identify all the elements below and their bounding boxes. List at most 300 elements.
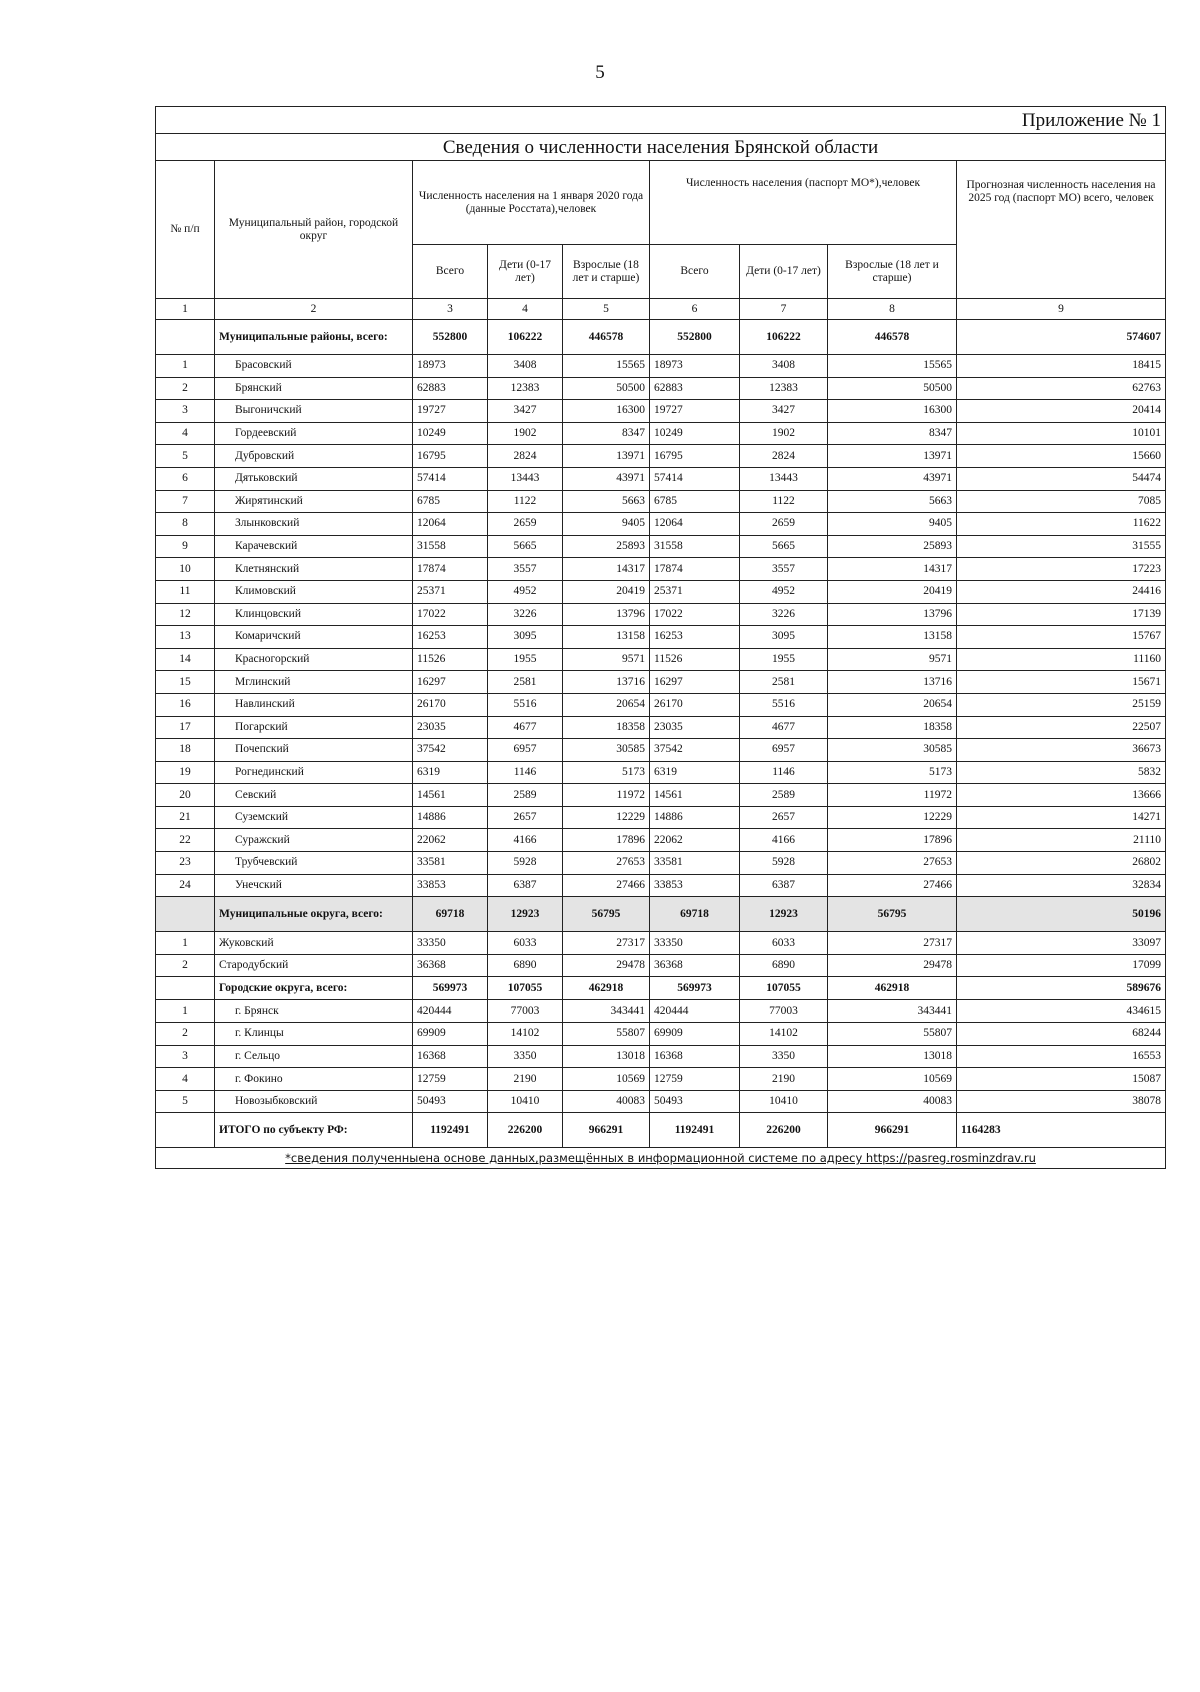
row-number: 23 [156, 852, 215, 875]
population-value: 16300 [563, 400, 650, 423]
table-title: Сведения о численности населения Брянской области [156, 134, 1166, 161]
district-name: Мглинский [215, 671, 413, 694]
table-row [156, 829, 1166, 852]
population-value: 6785 [413, 490, 488, 513]
section-value: 106222 [488, 320, 563, 355]
population-value: 2581 [488, 671, 563, 694]
table-row [156, 852, 1166, 875]
population-value: 10101 [957, 422, 1166, 445]
row-number: 13 [156, 626, 215, 649]
row-number: 24 [156, 874, 215, 897]
population-value: 10569 [828, 1068, 957, 1091]
population-value: 434615 [957, 1000, 1166, 1023]
population-value: 54474 [957, 467, 1166, 490]
section-title: Муниципальные округа, всего: [215, 897, 413, 932]
district-name: Унечский [215, 874, 413, 897]
population-value: 4166 [488, 829, 563, 852]
section-value: 50196 [957, 897, 1166, 932]
row-number: 12 [156, 603, 215, 626]
population-value: 50493 [650, 1090, 740, 1113]
population-value: 27653 [563, 852, 650, 875]
district-name: г. Клинцы [215, 1023, 413, 1046]
population-value: 12229 [563, 806, 650, 829]
population-value: 77003 [740, 1000, 828, 1023]
population-value: 6785 [650, 490, 740, 513]
population-value: 62883 [650, 377, 740, 400]
row-number [156, 320, 215, 355]
population-value: 12383 [740, 377, 828, 400]
population-value: 33097 [957, 932, 1166, 955]
district-name: Навлинский [215, 693, 413, 716]
section-value: 69718 [413, 897, 488, 932]
population-value: 13158 [563, 626, 650, 649]
population-value: 5928 [740, 852, 828, 875]
grand-total-value: 226200 [488, 1113, 563, 1148]
row-number: 1 [156, 1000, 215, 1023]
population-value: 16300 [828, 400, 957, 423]
column-number: 6 [650, 299, 740, 320]
district-name: Почепский [215, 739, 413, 762]
population-value: 14271 [957, 806, 1166, 829]
population-value: 3350 [488, 1045, 563, 1068]
population-value: 38078 [957, 1090, 1166, 1113]
district-name: Севский [215, 784, 413, 807]
population-table-sheet [155, 106, 1165, 1169]
population-value: 13158 [828, 626, 957, 649]
population-value: 5663 [828, 490, 957, 513]
population-value: 17896 [828, 829, 957, 852]
population-value: 25893 [828, 535, 957, 558]
population-value: 5665 [740, 535, 828, 558]
population-value: 23035 [413, 716, 488, 739]
district-name: Стародубский [215, 954, 413, 977]
population-value: 420444 [413, 1000, 488, 1023]
section-total-row [156, 977, 1166, 1000]
population-value: 2190 [488, 1068, 563, 1091]
population-value: 9571 [563, 648, 650, 671]
population-value: 77003 [488, 1000, 563, 1023]
population-value: 20419 [563, 580, 650, 603]
grand-total-value: 1192491 [650, 1113, 740, 1148]
population-value: 13443 [488, 467, 563, 490]
header-num: № п/п [156, 161, 215, 299]
header-adults-passport: Взрослые (18 лет и старше) [828, 245, 957, 299]
population-value: 27317 [563, 932, 650, 955]
population-value: 13971 [563, 445, 650, 468]
footnote-row [156, 1148, 1166, 1169]
district-name: Клетнянский [215, 558, 413, 581]
population-value: 16297 [650, 671, 740, 694]
population-value: 13716 [828, 671, 957, 694]
population-value: 6033 [488, 932, 563, 955]
population-value: 13666 [957, 784, 1166, 807]
section-value: 589676 [957, 977, 1166, 1000]
population-value: 17223 [957, 558, 1166, 581]
section-value: 69718 [650, 897, 740, 932]
population-value: 27466 [828, 874, 957, 897]
section-value: 56795 [563, 897, 650, 932]
table-row [156, 784, 1166, 807]
population-value: 14561 [650, 784, 740, 807]
section-value: 552800 [413, 320, 488, 355]
population-value: 15565 [828, 355, 957, 378]
population-value: 36673 [957, 739, 1166, 762]
population-value: 40083 [563, 1090, 650, 1113]
population-value: 5663 [563, 490, 650, 513]
population-value: 11526 [650, 648, 740, 671]
population-value: 18973 [413, 355, 488, 378]
header-district: Муниципальный район, городской округ [215, 161, 413, 299]
header-forecast: Прогнозная численность населения на 2025 год (паспорт МО) всего, человек [957, 161, 1166, 299]
section-value: 569973 [413, 977, 488, 1000]
section-value: 574607 [957, 320, 1166, 355]
table-row [156, 467, 1166, 490]
population-value: 1902 [740, 422, 828, 445]
row-number: 5 [156, 1090, 215, 1113]
district-name: Гордеевский [215, 422, 413, 445]
population-value: 33581 [650, 852, 740, 875]
population-value: 3557 [740, 558, 828, 581]
population-value: 11972 [563, 784, 650, 807]
population-value: 1955 [488, 648, 563, 671]
population-value: 5665 [488, 535, 563, 558]
population-value: 420444 [650, 1000, 740, 1023]
appendix-label: Приложение № 1 [156, 107, 1166, 134]
district-name: Дятьковский [215, 467, 413, 490]
column-number: 2 [215, 299, 413, 320]
population-value: 33350 [413, 932, 488, 955]
population-value: 31558 [413, 535, 488, 558]
population-value: 3226 [740, 603, 828, 626]
district-name: Рогнединский [215, 761, 413, 784]
population-value: 4677 [488, 716, 563, 739]
row-number [156, 1113, 215, 1148]
population-value: 7085 [957, 490, 1166, 513]
grand-total-value: 1164283 [957, 1113, 1166, 1148]
population-value: 19727 [413, 400, 488, 423]
population-value: 343441 [828, 1000, 957, 1023]
table-row [156, 932, 1166, 955]
population-value: 37542 [413, 739, 488, 762]
population-value: 14561 [413, 784, 488, 807]
population-value: 18973 [650, 355, 740, 378]
population-value: 31555 [957, 535, 1166, 558]
table-row [156, 422, 1166, 445]
population-value: 12383 [488, 377, 563, 400]
population-value: 16253 [413, 626, 488, 649]
population-value: 14102 [740, 1023, 828, 1046]
table-row [156, 1023, 1166, 1046]
district-name: Жуковский [215, 932, 413, 955]
population-value: 16297 [413, 671, 488, 694]
table-row [156, 558, 1166, 581]
table-row [156, 739, 1166, 762]
table-row [156, 490, 1166, 513]
population-value: 17874 [650, 558, 740, 581]
district-name: Дубровский [215, 445, 413, 468]
column-number-row [156, 299, 1166, 320]
population-value: 14886 [650, 806, 740, 829]
section-title: Городские округа, всего: [215, 977, 413, 1000]
district-name: Брянский [215, 377, 413, 400]
section-value: 12923 [740, 897, 828, 932]
population-value: 1955 [740, 648, 828, 671]
district-name: Климовский [215, 580, 413, 603]
population-value: 13443 [740, 467, 828, 490]
district-name: Трубчевский [215, 852, 413, 875]
population-value: 5516 [740, 693, 828, 716]
population-value: 17022 [650, 603, 740, 626]
table-row [156, 1068, 1166, 1091]
population-value: 1146 [740, 761, 828, 784]
table-row [156, 874, 1166, 897]
table-row [156, 716, 1166, 739]
row-number: 20 [156, 784, 215, 807]
population-value: 6033 [740, 932, 828, 955]
district-name: Погарский [215, 716, 413, 739]
population-value: 55807 [563, 1023, 650, 1046]
district-name: Злынковский [215, 513, 413, 536]
population-value: 10249 [413, 422, 488, 445]
population-value: 2824 [488, 445, 563, 468]
district-name: Брасовский [215, 355, 413, 378]
population-value: 9405 [563, 513, 650, 536]
population-value: 3557 [488, 558, 563, 581]
population-value: 1122 [488, 490, 563, 513]
row-number: 8 [156, 513, 215, 536]
section-value: 552800 [650, 320, 740, 355]
population-value: 16253 [650, 626, 740, 649]
grand-total-value: 226200 [740, 1113, 828, 1148]
population-value: 22507 [957, 716, 1166, 739]
population-value: 25893 [563, 535, 650, 558]
population-value: 26170 [650, 693, 740, 716]
grand-total-title: ИТОГО по субъекту РФ: [215, 1113, 413, 1148]
header-adults-rosstat: Взрослые (18 лет и старше) [563, 245, 650, 299]
population-value: 2657 [488, 806, 563, 829]
table-row [156, 1000, 1166, 1023]
population-value: 11622 [957, 513, 1166, 536]
population-value: 4952 [488, 580, 563, 603]
population-value: 6387 [488, 874, 563, 897]
population-value: 25159 [957, 693, 1166, 716]
row-number: 19 [156, 761, 215, 784]
district-name: Выгоничский [215, 400, 413, 423]
population-value: 6890 [740, 954, 828, 977]
population-value: 3095 [488, 626, 563, 649]
row-number: 9 [156, 535, 215, 558]
table-row [156, 377, 1166, 400]
district-name: Комаричский [215, 626, 413, 649]
district-name: г. Фокино [215, 1068, 413, 1091]
table-row [156, 1090, 1166, 1113]
population-value: 6319 [413, 761, 488, 784]
table-row [156, 626, 1166, 649]
population-value: 27653 [828, 852, 957, 875]
column-number: 9 [957, 299, 1166, 320]
population-value: 33581 [413, 852, 488, 875]
population-value: 15565 [563, 355, 650, 378]
row-number: 22 [156, 829, 215, 852]
population-table [155, 106, 1166, 1169]
population-value: 69909 [650, 1023, 740, 1046]
population-value: 21110 [957, 829, 1166, 852]
population-value: 6957 [488, 739, 563, 762]
section-value: 56795 [828, 897, 957, 932]
population-value: 12229 [828, 806, 957, 829]
population-value: 26170 [413, 693, 488, 716]
population-value: 3095 [740, 626, 828, 649]
section-value: 446578 [828, 320, 957, 355]
population-value: 12064 [413, 513, 488, 536]
population-value: 10410 [488, 1090, 563, 1113]
section-value: 446578 [563, 320, 650, 355]
population-value: 43971 [563, 467, 650, 490]
population-value: 1146 [488, 761, 563, 784]
population-value: 29478 [828, 954, 957, 977]
population-value: 16368 [650, 1045, 740, 1068]
population-value: 12759 [650, 1068, 740, 1091]
header-group-rosstat: Численность населения на 1 января 2020 года (данные Росстата),человек [413, 161, 650, 245]
population-value: 17139 [957, 603, 1166, 626]
header-group-passport: Численность населения (паспорт МО*),человек [650, 161, 957, 245]
population-value: 18358 [563, 716, 650, 739]
population-value: 2589 [488, 784, 563, 807]
grand-total-value: 966291 [563, 1113, 650, 1148]
grand-total-value: 966291 [828, 1113, 957, 1148]
table-row [156, 671, 1166, 694]
population-value: 23035 [650, 716, 740, 739]
row-number: 15 [156, 671, 215, 694]
population-value: 2659 [740, 513, 828, 536]
header-children-passport: Дети (0-17 лет) [740, 245, 828, 299]
district-name: Клинцовский [215, 603, 413, 626]
population-value: 1122 [740, 490, 828, 513]
population-value: 13796 [828, 603, 957, 626]
row-number: 10 [156, 558, 215, 581]
population-value: 11972 [828, 784, 957, 807]
population-value: 30585 [828, 739, 957, 762]
population-value: 12759 [413, 1068, 488, 1091]
row-number: 17 [156, 716, 215, 739]
row-number [156, 897, 215, 932]
district-name: Красногорский [215, 648, 413, 671]
page-number: 5 [595, 62, 605, 83]
row-number: 1 [156, 932, 215, 955]
row-number: 3 [156, 400, 215, 423]
population-value: 33350 [650, 932, 740, 955]
population-value: 2824 [740, 445, 828, 468]
population-value: 20654 [563, 693, 650, 716]
population-value: 22062 [413, 829, 488, 852]
table-row [156, 445, 1166, 468]
column-number: 4 [488, 299, 563, 320]
population-value: 17022 [413, 603, 488, 626]
population-value: 16795 [413, 445, 488, 468]
population-value: 50500 [828, 377, 957, 400]
population-value: 5173 [563, 761, 650, 784]
table-row [156, 400, 1166, 423]
population-value: 9405 [828, 513, 957, 536]
population-value: 20654 [828, 693, 957, 716]
row-number: 1 [156, 355, 215, 378]
population-value: 14317 [828, 558, 957, 581]
population-value: 14886 [413, 806, 488, 829]
population-value: 20414 [957, 400, 1166, 423]
district-name: Суземский [215, 806, 413, 829]
population-value: 57414 [650, 467, 740, 490]
population-value: 1902 [488, 422, 563, 445]
population-value: 25371 [650, 580, 740, 603]
row-number [156, 977, 215, 1000]
table-row [156, 603, 1166, 626]
population-value: 17896 [563, 829, 650, 852]
section-value: 12923 [488, 897, 563, 932]
population-value: 62883 [413, 377, 488, 400]
population-value: 4677 [740, 716, 828, 739]
table-row [156, 806, 1166, 829]
population-value: 13796 [563, 603, 650, 626]
population-value: 15660 [957, 445, 1166, 468]
population-value: 25371 [413, 580, 488, 603]
population-value: 69909 [413, 1023, 488, 1046]
population-value: 2589 [740, 784, 828, 807]
population-value: 13018 [563, 1045, 650, 1068]
section-value: 106222 [740, 320, 828, 355]
population-value: 8347 [563, 422, 650, 445]
table-row [156, 535, 1166, 558]
row-number: 16 [156, 693, 215, 716]
population-value: 10410 [740, 1090, 828, 1113]
population-value: 30585 [563, 739, 650, 762]
population-value: 50500 [563, 377, 650, 400]
population-value: 2657 [740, 806, 828, 829]
population-value: 9571 [828, 648, 957, 671]
population-value: 10249 [650, 422, 740, 445]
population-value: 29478 [563, 954, 650, 977]
population-value: 36368 [650, 954, 740, 977]
district-name: г. Сельцо [215, 1045, 413, 1068]
population-value: 8347 [828, 422, 957, 445]
population-value: 2581 [740, 671, 828, 694]
population-value: 14102 [488, 1023, 563, 1046]
population-value: 27466 [563, 874, 650, 897]
population-value: 13018 [828, 1045, 957, 1068]
row-number: 4 [156, 1068, 215, 1091]
population-value: 15671 [957, 671, 1166, 694]
population-value: 17099 [957, 954, 1166, 977]
population-value: 15767 [957, 626, 1166, 649]
district-name: Карачевский [215, 535, 413, 558]
row-number: 14 [156, 648, 215, 671]
section-value: 107055 [488, 977, 563, 1000]
population-value: 5173 [828, 761, 957, 784]
section-total-row [156, 320, 1166, 355]
column-number: 3 [413, 299, 488, 320]
population-value: 43971 [828, 467, 957, 490]
population-value: 3408 [740, 355, 828, 378]
header-total-passport: Всего [650, 245, 740, 299]
population-value: 6387 [740, 874, 828, 897]
population-value: 20419 [828, 580, 957, 603]
section-value: 462918 [563, 977, 650, 1000]
district-name: г. Брянск [215, 1000, 413, 1023]
column-number: 7 [740, 299, 828, 320]
row-number: 2 [156, 377, 215, 400]
table-row [156, 580, 1166, 603]
population-value: 3350 [740, 1045, 828, 1068]
population-value: 22062 [650, 829, 740, 852]
